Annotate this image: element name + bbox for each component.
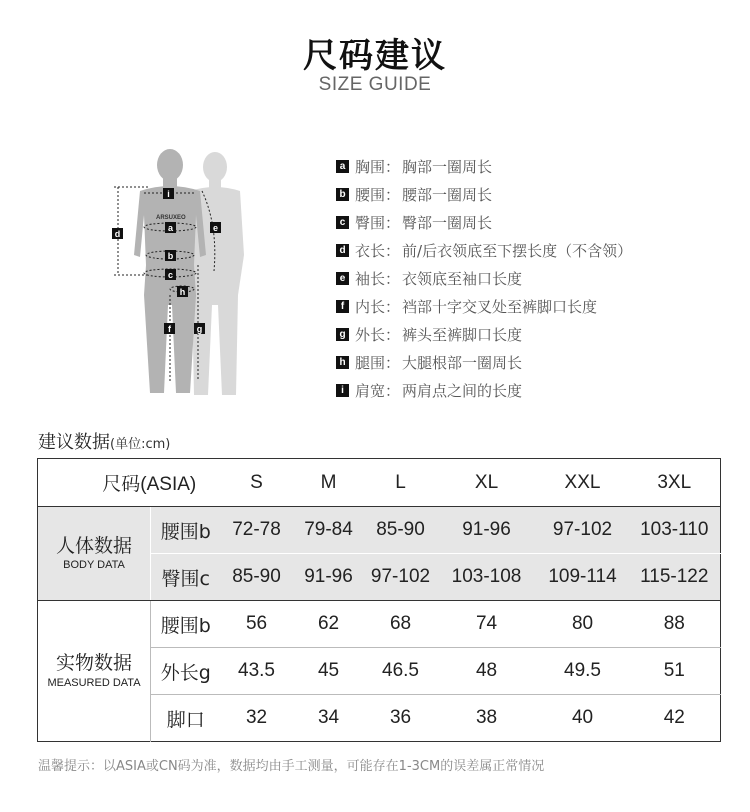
page-subtitle: SIZE GUIDE — [318, 74, 432, 95]
body-figure-svg — [110, 145, 250, 400]
marker-g: g — [196, 324, 203, 334]
group-title-en: MEASURED DATA — [47, 676, 141, 689]
footnote: 温馨提示：以ASIA或CN码为准，数据均由手工测量，可能存在1-3CM的误差属正常情况 — [38, 759, 545, 774]
legend-key: b — [336, 188, 349, 201]
table-cell: 51 — [629, 648, 721, 695]
table-cell: 49.5 — [537, 648, 629, 695]
row-label: 外长g — [151, 648, 221, 695]
marker-e: e — [212, 223, 219, 233]
table-cell: 103-110 — [629, 507, 721, 554]
table-cell: 32 — [245, 707, 268, 728]
size-header-s: S — [221, 459, 293, 507]
marker-f: f — [168, 324, 171, 334]
legend-desc: 两肩点之间的长度 — [402, 381, 523, 400]
table-cell: 97-102 — [365, 554, 437, 601]
legend-name: 内长 — [355, 297, 386, 316]
legend-name: 腿围 — [355, 353, 386, 372]
section-title — [38, 428, 170, 454]
back-figure — [186, 152, 244, 395]
legend-colon: ： — [385, 325, 401, 344]
table-cell: 79-84 — [293, 507, 365, 554]
legend-name: 胸围 — [355, 157, 386, 176]
table-cell: 85-90 — [221, 554, 293, 601]
legend-name: 袖长 — [355, 269, 386, 288]
size-header-xxl: XXL — [537, 459, 629, 507]
table-cell: 91-96 — [437, 507, 537, 554]
table-cell: 48 — [437, 648, 537, 695]
table-cell: 91-96 — [293, 554, 365, 601]
table-cell: 115-122 — [629, 554, 721, 601]
marker-b: b — [167, 251, 174, 261]
table-cell: 85-90 — [365, 507, 437, 554]
marker-c: c — [167, 270, 174, 280]
legend-key: f — [336, 300, 349, 313]
legend-colon: ： — [385, 297, 401, 316]
marker-d: d — [114, 229, 121, 239]
legend-item-chest — [336, 152, 632, 180]
table-cell: 109-114 — [537, 554, 629, 601]
legend-key: d — [336, 244, 349, 257]
legend-colon: ： — [385, 381, 401, 400]
group-title-en: BODY DATA — [63, 559, 125, 572]
table-cell: 42 — [663, 707, 685, 728]
legend-name: 臀围 — [355, 213, 386, 232]
measured-data-group — [38, 601, 151, 742]
table-cell: 40 — [571, 707, 594, 728]
table-cell: 38 — [475, 707, 498, 728]
legend-desc: 裆部十字交叉处至裤脚口长度 — [402, 297, 598, 316]
legend-item-inseam — [336, 292, 632, 320]
size-table — [37, 458, 721, 742]
legend-key: c — [336, 216, 349, 229]
row-label: 腰围b — [151, 507, 221, 554]
legend-desc: 腰部一圈周长 — [402, 185, 493, 204]
legend-desc: 裤头至裤脚口长度 — [402, 325, 523, 344]
legend-key: i — [336, 384, 349, 397]
figure-logo: ARSUXEO — [156, 215, 186, 221]
table-cell: 34 — [317, 707, 340, 728]
table-cell: 80 — [537, 601, 629, 648]
size-header-3xl: 3XL — [629, 459, 721, 507]
legend-key: a — [336, 160, 349, 173]
legend-key: e — [336, 272, 349, 285]
legend-item-thigh — [336, 348, 632, 376]
table-row — [38, 507, 721, 554]
group-title-cn: 实物数据 — [55, 652, 132, 674]
legend-colon: ： — [385, 269, 401, 288]
legend-desc: 衣领底至袖口长度 — [402, 269, 523, 288]
legend-item-hip — [336, 208, 632, 236]
table-cell: 45 — [293, 648, 365, 695]
legend-colon: ： — [385, 353, 401, 372]
legend-desc: 前/后衣领底至下摆长度（不含领） — [402, 241, 633, 260]
table-cell: 43.5 — [221, 648, 293, 695]
legend-item-outseam — [336, 320, 632, 348]
legend-colon: ： — [385, 213, 401, 232]
table-row — [38, 601, 721, 648]
table-cell: 46.5 — [365, 648, 437, 695]
table-cell: 88 — [629, 601, 721, 648]
table-cell: 72-78 — [221, 507, 293, 554]
section-unit: (单位:cm) — [110, 437, 171, 452]
table-cell: 56 — [221, 601, 293, 648]
marker-h: h — [179, 287, 186, 297]
marker-a: a — [167, 223, 174, 233]
section-title-text: 建议数据 — [38, 432, 110, 453]
legend-item-length — [336, 236, 632, 264]
legend-name: 外长 — [355, 325, 386, 344]
legend-key: h — [336, 356, 349, 369]
legend-item-sleeve — [336, 264, 632, 292]
legend-desc: 胸部一圈周长 — [402, 157, 493, 176]
row-label: 腰围b — [151, 601, 221, 648]
group-title-cn: 人体数据 — [55, 534, 132, 557]
size-label-cell: 尺码(ASIA) — [38, 459, 221, 507]
table-cell: 97-102 — [537, 507, 629, 554]
row-label: 脚口 — [166, 708, 205, 731]
body-figure — [110, 145, 250, 400]
page-title: 尺码建议 — [303, 36, 447, 76]
measurement-legend — [336, 152, 632, 404]
table-cell: 74 — [437, 601, 537, 648]
row-label: 臀围c — [151, 554, 221, 601]
legend-key: g — [336, 328, 349, 341]
marker-i: i — [167, 189, 170, 199]
legend-name: 衣长 — [355, 241, 386, 260]
table-cell: 62 — [293, 601, 365, 648]
table-cell: 68 — [365, 601, 437, 648]
legend-desc: 臀部一圈周长 — [402, 213, 493, 232]
legend-name: 腰围 — [355, 185, 386, 204]
legend-desc: 大腿根部一圈周长 — [402, 353, 523, 372]
legend-colon: ： — [385, 157, 401, 176]
legend-item-shoulder — [336, 376, 632, 404]
legend-name: 肩宽 — [355, 381, 386, 400]
legend-item-waist — [336, 180, 632, 208]
table-cell: 36 — [389, 707, 412, 728]
size-header-xl: XL — [437, 459, 537, 507]
table-cell: 103-108 — [437, 554, 537, 601]
legend-colon: ： — [385, 241, 401, 260]
size-header-l: L — [365, 459, 437, 507]
size-header-m: M — [293, 459, 365, 507]
legend-colon: ： — [385, 185, 401, 204]
table-header-row — [38, 459, 721, 507]
body-data-group — [38, 507, 151, 601]
